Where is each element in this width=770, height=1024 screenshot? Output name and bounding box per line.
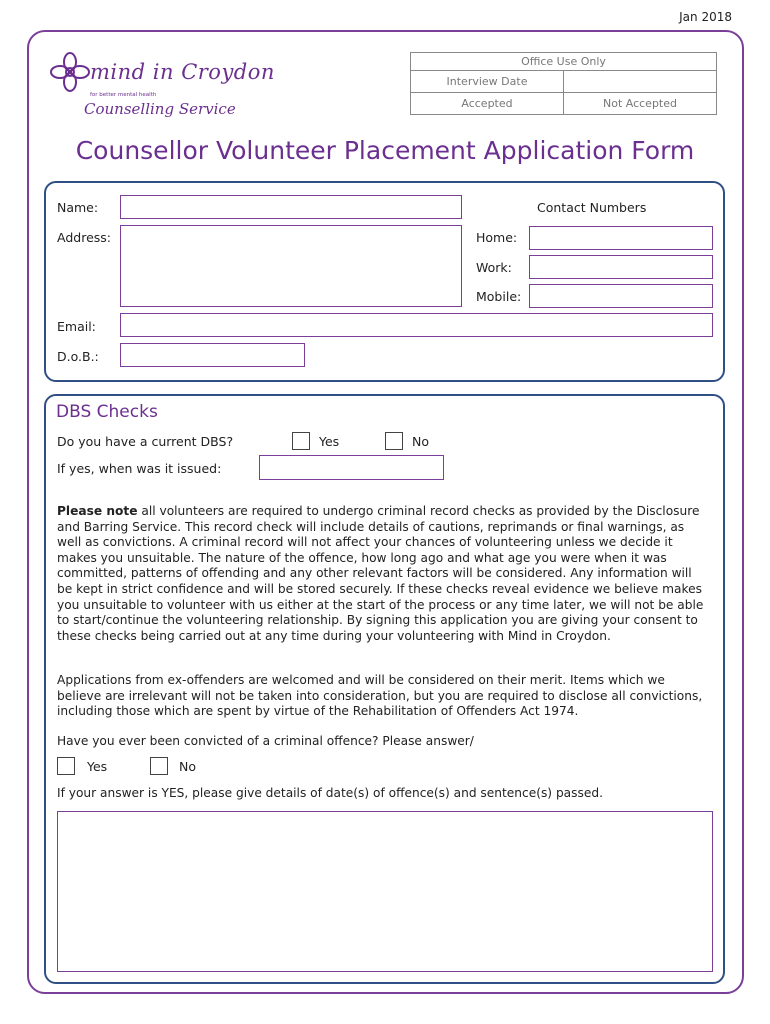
form-date: Jan 2018 — [679, 10, 732, 24]
not-accepted-cell[interactable]: Not Accepted — [564, 93, 717, 115]
office-use-table — [410, 52, 717, 115]
work-phone-field[interactable] — [529, 255, 713, 279]
convicted-no-checkbox[interactable] — [150, 757, 168, 775]
dbs-yes-label: Yes — [319, 434, 340, 449]
dbs-yes-checkbox[interactable] — [292, 432, 310, 450]
interview-date-field[interactable] — [564, 71, 717, 93]
convicted-question: Have you ever been convicted of a criminal offence? Please answer/ — [57, 734, 474, 748]
name-field[interactable] — [120, 195, 462, 219]
logo-brand: mind in Croydon — [90, 60, 275, 84]
logo-service: Counselling Service — [84, 100, 236, 118]
convicted-yes-label: Yes — [87, 759, 108, 774]
address-label: Address: — [57, 230, 111, 245]
page-title: Counsellor Volunteer Placement Application Form — [75, 136, 695, 165]
email-label: Email: — [57, 319, 96, 334]
ex-offenders-paragraph: Applications from ex-offenders are welcomed and will be considered on their merit. Items which we believe are irrelevant will not be taken into consideration, but you are required to disclose all convictions, including those which are spent by virtue of the Rehabilitation of Offenders Act 1974. — [57, 673, 703, 719]
contact-numbers-label: Contact Numbers — [537, 200, 647, 215]
dbs-title: DBS Checks — [56, 402, 158, 422]
conviction-details-field[interactable] — [57, 811, 713, 972]
name-label: Name: — [57, 200, 99, 215]
home-label: Home: — [476, 230, 518, 245]
work-label: Work: — [476, 260, 512, 275]
office-use-title: Office Use Only — [411, 53, 717, 71]
details-prompt: If your answer is YES, please give details of date(s) of offence(s) and sentence(s) passed. — [57, 786, 603, 800]
dbs-question: Do you have a current DBS? — [57, 434, 234, 449]
address-field[interactable] — [120, 225, 462, 307]
dob-field[interactable] — [120, 343, 305, 367]
mobile-phone-field[interactable] — [529, 284, 713, 308]
mind-flower-icon — [50, 50, 90, 94]
dbs-no-checkbox[interactable] — [385, 432, 403, 450]
interview-date-label: Interview Date — [411, 71, 564, 93]
accepted-cell[interactable]: Accepted — [411, 93, 564, 115]
dbs-issued-field[interactable] — [259, 455, 444, 480]
please-note-bold: Please note — [57, 504, 138, 518]
dbs-issued-label: If yes, when was it issued: — [57, 461, 222, 476]
please-note-text: all volunteers are required to undergo criminal record checks as provided by the Disclosure and Barring Service. This record check will include details of cautions, reprimands or final warnings, as well as convictions. A criminal record will not affect your chances of volunteering unless we decide it makes you unsuitable. The nature of the offence, how long ago and what age you were when it was committed, patterns of offending and any other relevant factors will be considered. Any information will be kept in strict confidence and will be stored securely. If these checks reveal evidence we believe makes you unsuitable to volunteer with us either at the start of the process or any time later, we will not be able to start/continue the volunteering relationship. By signing this application you are giving your consent to these checks being carried out at any time during your volunteering with Mind in Croydon. — [57, 504, 704, 643]
mobile-label: Mobile: — [476, 289, 522, 304]
convicted-yes-checkbox[interactable] — [57, 757, 75, 775]
convicted-no-label: No — [179, 759, 196, 774]
logo-tagline: for better mental health — [90, 92, 157, 98]
please-note-paragraph — [57, 504, 707, 644]
email-field[interactable] — [120, 313, 713, 337]
home-phone-field[interactable] — [529, 226, 713, 250]
dob-label: D.o.B.: — [57, 349, 99, 364]
logo — [50, 48, 300, 128]
dbs-no-label: No — [412, 434, 429, 449]
